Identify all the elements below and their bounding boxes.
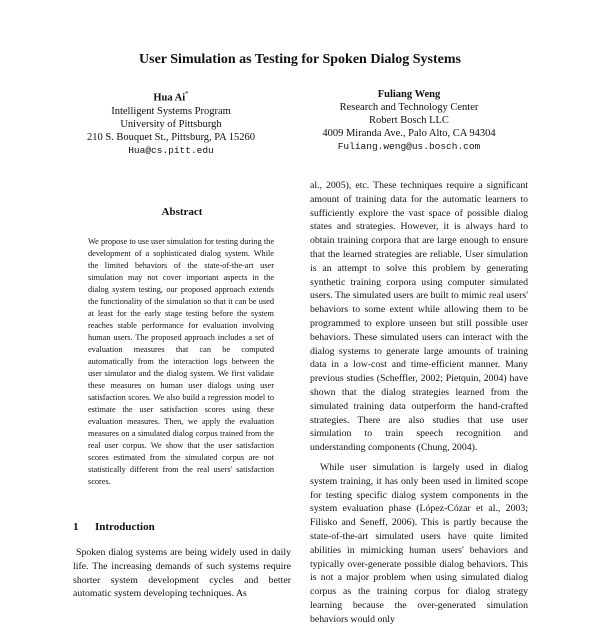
author-name: Fuliang Weng xyxy=(377,89,441,100)
author-affiliation-line: Intelligent Systems Program xyxy=(111,105,231,117)
introduction-body xyxy=(73,546,291,601)
abstract-heading: Abstract xyxy=(161,206,203,218)
author-affiliation-line: Robert Bosch LLC xyxy=(369,115,449,126)
section-number: 1 xyxy=(73,521,79,533)
author-affiliation-line: University of Pittsburgh xyxy=(120,118,222,130)
right-column-paragraph-2: While user simulation is largely used in dialog system training, it has only been used in limited scope for testing specific dialog system components in the system evaluation phase (López-Cózar et al., 2003; Filisko and Seneff, 2006). This is partly because the state-of-the-art simulated users have quite limited abilities in mimicking human users' behaviors and typically over-generate possible dialog behaviors. This is not a major problem when using simulated dialog corpus as the training corpus for dialog strategy learning because the over-generated simulation behaviors would only xyxy=(310,461,528,625)
author-affiliation-line: 4009 Miranda Ave., Palo Alto, CA 94304 xyxy=(322,128,496,139)
author-block-2 xyxy=(300,88,518,153)
right-column-paragraph-1: al., 2005), etc. These techniques require a significant amount of training data for the automatic learners to sufficiently explore the vast space of possible dialog states and strategies. However, it is always hard to obtain training corpora that are large enough to ensure that the learned strategies are reliable. User simulation is an attempt to solve this problem by generating synthetic training corpora using computer simulated users. The simulated users are built to mimic real users' behaviors to some extent while allowing them to be programmed to explore unseen but still possible user behaviors. These simulated users can interact with the dialog systems to generate large amounts of training data in a low-cost and time-efficient manner. Many previous studies (Scheffler, 2002; Pietquin, 2004) have shown that the dialog strategies learned from the simulated training data outperform the hand-crafted strategies. There are also studies that use user simulation to train speech recognition and understanding components (Chung, 2004). xyxy=(310,180,528,454)
introduction-paragraph: Spoken dialog systems are being widely used in daily life. The increasing demands of such systems require shorter system development cycles and better automatic system developing techniques. As xyxy=(73,547,291,600)
author-email[interactable]: Hua@cs.pitt.edu xyxy=(128,144,214,156)
section-heading-introduction xyxy=(73,521,155,533)
section-title: Introduction xyxy=(95,521,155,533)
right-column xyxy=(310,179,528,627)
author-affiliation-line: Research and Technology Center xyxy=(339,102,479,113)
author-block-1 xyxy=(62,88,280,157)
author-name: Hua Ai* xyxy=(153,90,189,104)
author-affiliation-line: 210 S. Bouquet St., Pittsburg, PA 15260 xyxy=(86,131,256,143)
paper-title: User Simulation as Testing for Spoken Dialog Systems xyxy=(139,52,461,67)
abstract-body: We propose to use user simulation for testing during the development of a sophisticated dialog system. While the limited behaviors of the state-of-the-art user simulation may not cover important aspects in the dialog system testing, our proposed approach extends the functionality of the simulation so that it can be used at least for the early stage testing before the system reaches stable performance for evaluation involving human users. The proposed approach includes a set of evaluation measures that can be computed automatically from the interaction logs between the user simulator and the dialog system. We first validate these measures on human user dialogs using user satisfaction scores. We also build a regression model to estimate the user satisfaction scores using these evaluation measures. Then, we apply the evaluation measures on a simulated dialog corpus trained from the real user corpus. We show that the user satisfaction scores estimated from the simulated corpus are not statistically different from the real users' satisfaction scores. xyxy=(88,237,274,486)
author-email[interactable]: Fuliang.weng@us.bosch.com xyxy=(337,141,481,152)
